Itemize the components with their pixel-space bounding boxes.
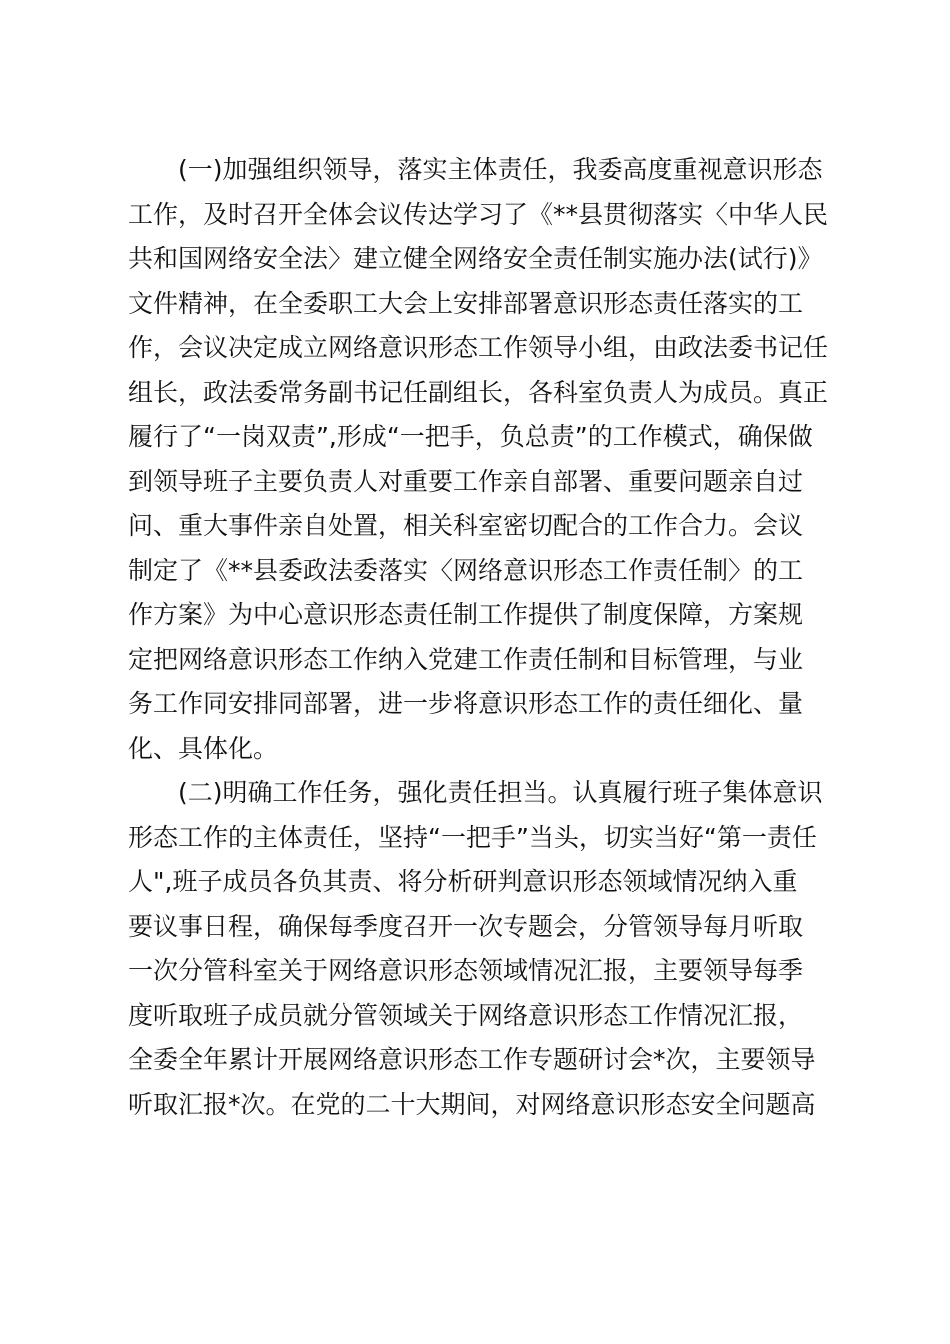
text-line: 制定了《**县委政法委落实〈网络意识形态工作责任制〉的工 — [128, 555, 804, 585]
paragraph-2 — [128, 771, 828, 1127]
text-line: 化、具体化。 — [128, 733, 279, 763]
text-line: 到领导班子主要负责人对重要工作亲自部署、重要问题亲自过 — [128, 466, 804, 496]
body-text — [128, 148, 828, 1127]
text-line: (一)加强组织领导，落实主体责任，我委高度重视意识形态 — [178, 155, 823, 184]
text-line: 度听取班子成员就分管领域关于网络意识形态工作情况汇报， — [128, 1000, 804, 1030]
text-line: 定把网络意识形态工作纳入党建工作责任制和目标管理，与业 — [128, 644, 804, 674]
text-line: 作方案》为中心意识形态责任制工作提供了制度保障，方案规 — [128, 600, 804, 629]
text-line: 组长，政法委常务副书记任副组长，各科室负责人为成员。真正 — [128, 377, 829, 407]
text-line: 履行了“一岗双责”,形成“一把手，负总责”的工作模式，确保做 — [128, 422, 813, 451]
paragraph-1 — [128, 148, 828, 771]
text-line: 共和国网络安全法〉建立健全网络安全责任制实施办法(试行)》 — [128, 244, 823, 273]
text-line: 听取汇报*次。在党的二十大期间，对网络意识形态安全问题高 — [128, 1089, 816, 1119]
text-line: 文件精神，在全委职工大会上安排部署意识形态责任落实的工 — [128, 288, 804, 318]
text-line: 工作，及时召开全体会议传达学习了《**县贯彻落实〈中华人民 — [128, 199, 829, 229]
text-line: 务工作同安排同部署，进一步将意识形态工作的责任细化、量 — [128, 689, 804, 718]
text-line: 问、重大事件亲自处置，相关科室密切配合的工作合力。会议 — [128, 511, 804, 540]
text-line: 形态工作的主体责任，坚持“一把手”当头，切实当好“第一责任 — [128, 822, 817, 852]
text-line: 要议事日程，确保每季度召开一次专题会，分管领导每月听取 — [128, 911, 804, 941]
text-line: 一次分管科室关于网络意识形态领域情况汇报，主要领导每季 — [128, 956, 804, 985]
text-line: 作，会议决定成立网络意识形态工作领导小组，由政法委书记任 — [128, 333, 829, 362]
text-line: 人",班子成员各负其责、将分析研判意识形态领域情况纳入重 — [128, 867, 798, 896]
text-line: 全委全年累计开展网络意识形态工作专题研讨会*次，主要领导 — [128, 1045, 816, 1074]
text-line: (二)明确工作任务，强化责任担当。认真履行班子集体意识 — [178, 778, 823, 807]
